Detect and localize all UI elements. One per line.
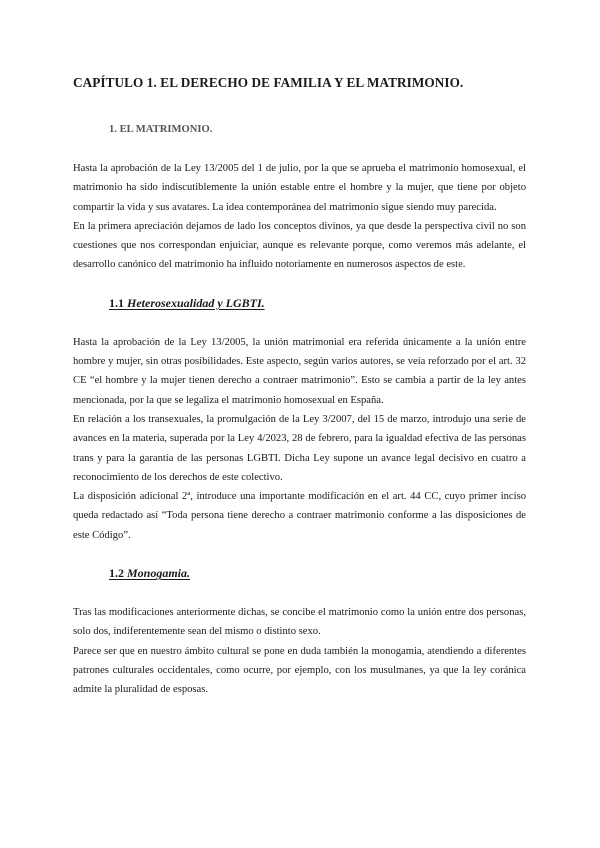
paragraph-monogamia-1: Tras las modificaciones anteriormente dichas, se concibe el matrimonio como la unión entre dos personas, solo dos, indiferentemente sean del mismo o distinto sexo. [73,607,526,638]
subsection-number: 1.2 [109,566,124,581]
subsection-text: Monogamia. [127,566,191,581]
paragraph-monogamia-2: Parece ser que en nuestro ámbito cultural se pone en duda también la monogamia, atendiendo a diferentes patrones culturales occidentales, como ocurre, por ejemplo, con los musulmanes, ya que la ley coránica admite la pluralidad de esposas. [73,645,526,696]
subsection-title-monogamia [73,565,526,581]
section-title-matrimonio: 1. EL MATRIMONIO. [109,124,213,135]
page-content [73,74,526,700]
chapter-title: CAPÍTULO 1. EL DERECHO DE FAMILIA Y EL MATRIMONIO. [73,75,464,90]
paragraph-matrimonio-2: En la primera apreciación dejamos de lado los conceptos divinos, ya que desde la perspectiva civil no son cuestiones que nos correspondan enjuiciar, aunque es relevante porque, como veremos más adelante, el desarrollo canónico del matrimonio ha influido notoriamente en numerosos aspectos de este. [73,220,526,271]
subsection-number: 1.1 [109,295,124,310]
paragraph-matrimonio-1: Hasta la aprobación de la Ley 13/2005 del 1 de julio, por la que se aprueba el matrimonio homosexual, el matrimonio ha sido indiscutiblemente la unión estable entre el hombre y la mujer, que tiene por objeto compartir la vida y sus avatares. La idea contemporánea del matrimonio sigue siendo muy parecida. [73,163,526,213]
paragraph-heterosexualidad-2: En relación a los transexuales, la promulgación de la Ley 3/2007, del 15 de marzo, introdujo una serie de avances en la materia, superada por la Ley 4/2023, 28 de febrero, para la igualdad efectiva de las personas trans y para la garantía de las personas LGBTI. Dicha Ley supone un avance legal decisivo en cuatro a reconocimiento de los derechos de este colectivo. [73,413,526,483]
paragraph-heterosexualidad-3: La disposición adicional 2ª, introduce una importante modificación en el art. 44 CC, cuyo primer inciso queda redactado así “Toda persona tiene derecho a contraer matrimonio conforme a las disposiciones de este Código”. [73,491,526,541]
subsection-text: Heterosexualidad y LGBTI. [127,295,265,310]
subsection-title-heterosexualidad [73,295,526,311]
paragraph-heterosexualidad-1: Hasta la aprobación de la Ley 13/2005, la unión matrimonial era referida únicamente a la unión entre hombre y mujer, sin otras posibilidades. Este aspecto, según varios autores, se veía reforzado por el art. 32 CE “el hombre y la mujer tienen derecho a contraer matrimonio”. Esto se cambia a partir de la ley antes mencionada, por la que se legaliza el matrimonio homosexual en España. [73,336,526,406]
